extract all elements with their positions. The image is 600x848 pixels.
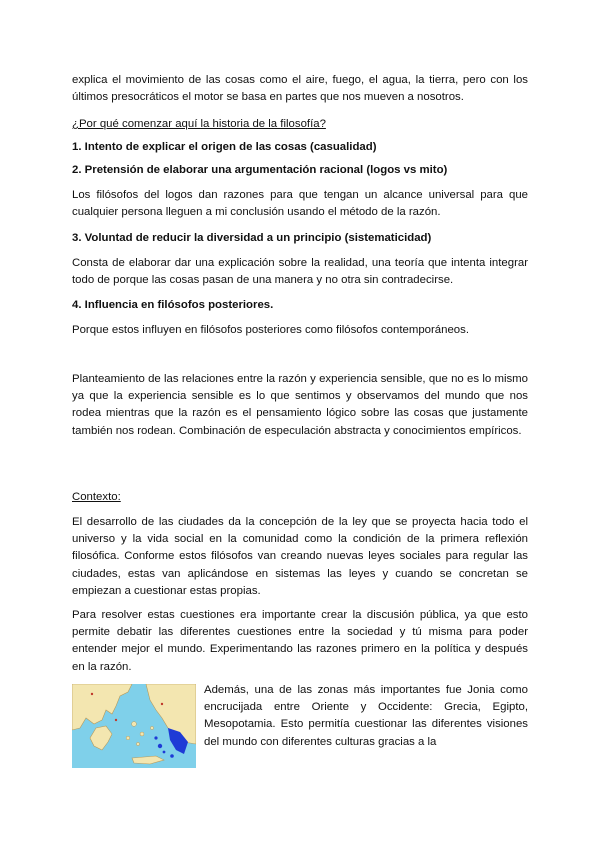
point-3-text: Consta de elaborar dar una explicación sobre la realidad, una teoría que intenta integrar todo de porque las cosas pasan de una manera y no otra sin contradecirse. <box>72 257 528 287</box>
contexto-heading: Contexto: <box>72 491 121 503</box>
point-4-heading: 4. Influencia en filósofos posteriores. <box>72 299 274 311</box>
point-1-heading: 1. Intento de explicar el origen de las cosas (casualidad) <box>72 141 377 153</box>
question-heading: ¿Por qué comenzar aquí la historia de la filosofía? <box>72 118 326 130</box>
jonia-paragraph: Además, una de las zonas más importantes fue Jonia como encrucijada entre Oriente y Occidente: Grecia, Egipto, Mesopotamia. Esto permitía cuestionar las diferentes visiones del mundo con diferentes culturas gracias a la <box>204 684 528 748</box>
map-icon <box>72 684 196 768</box>
point-4-text: Porque estos influyen en filósofos posteriores como filósofos contemporáneos. <box>72 324 469 336</box>
contexto-paragraph-2: Para resolver estas cuestiones era importante crear la discusión pública, ya que esto permite debatir las diferentes cuestiones entre la sociedad y tú misma para poder entender mejor el mundo. Experimentando las razones primero en la política y después en la razón. <box>72 609 528 673</box>
planteamiento-paragraph: Planteamiento de las relaciones entre la razón y experiencia sensible, que no es lo mismo ya que la experiencia sensible es lo que sentimos y observamos del mundo que nos rodea mientras que la razón es el pensamiento lógico sobre las cosas que justamente también nos rodean. Combinación de especulación abstracta y conocimientos empíricos. <box>72 373 528 437</box>
greece-map-image <box>72 684 196 768</box>
intro-paragraph: explica el movimiento de las cosas como el aire, fuego, el agua, la tierra, pero con los últimos presocráticos el motor se basa en partes que nos mueven a nosotros. <box>72 74 528 104</box>
point-3-heading: 3. Voluntad de reducir la diversidad a un principio (sistematicidad) <box>72 232 432 244</box>
point-2-heading: 2. Pretensión de elaborar una argumentación racional (logos vs mito) <box>72 164 448 176</box>
contexto-paragraph-1: El desarrollo de las ciudades da la concepción de la ley que se proyecta hacia todo el universo y la vida social en la comunidad como la condición de la primera reflexión filosófica. Conforme estos filósofos van creando nuevas leyes sociales para regular las ciudades, estas van aplicándose en sistemas las leyes y cuando se concretan se empiezan a cuestionar estas propias. <box>72 516 528 597</box>
point-2-text: Los filósofos del logos dan razones para que tengan un alcance universal para que cualquier persona lleguen a mi conclusión usando el método de la razón. <box>72 189 528 219</box>
